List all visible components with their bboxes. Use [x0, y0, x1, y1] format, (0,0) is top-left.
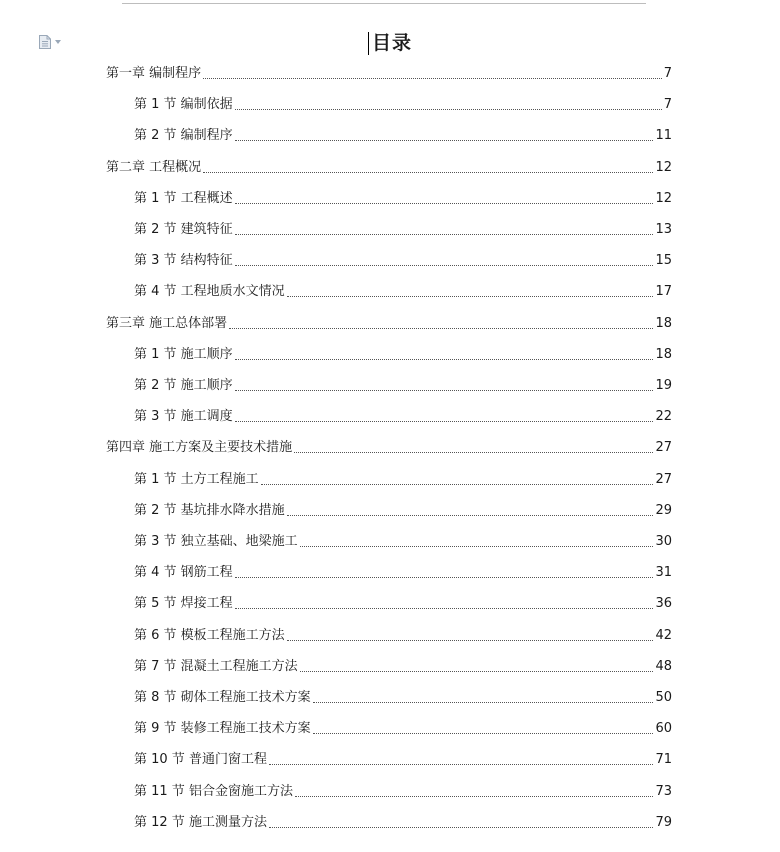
toc-entry-label: 第 2 节 编制程序 — [134, 128, 233, 144]
toc-section-entry[interactable] — [134, 562, 672, 582]
toc-dot-leader — [235, 108, 662, 110]
toc-page-number: 27 — [655, 471, 672, 487]
toc-section-entry[interactable] — [134, 687, 672, 707]
toc-page-number: 60 — [655, 721, 672, 737]
toc-entry-label: 第 3 节 结构特征 — [134, 253, 233, 269]
toc-page-number: 12 — [655, 190, 672, 206]
toc-dot-leader — [313, 701, 654, 703]
toc-dot-leader — [287, 295, 654, 297]
toc-entry-label: 第 4 节 工程地质水文情况 — [134, 284, 285, 300]
toc-dot-leader — [300, 545, 654, 547]
toc-page-number: 36 — [655, 596, 672, 612]
toc-page-number: 31 — [655, 565, 672, 581]
toc-page-number: 42 — [655, 627, 672, 643]
toc-page-number: 7 — [663, 66, 672, 81]
toc-dot-leader — [229, 327, 653, 329]
toc-dot-leader — [269, 763, 654, 765]
toc-entry-label: 第 10 节 普通门窗工程 — [134, 752, 267, 768]
toc-entry-label: 第 8 节 砌体工程施工技术方案 — [134, 690, 311, 705]
toc-entry-label: 第 6 节 模板工程施工方法 — [134, 627, 285, 643]
toc-dot-leader — [203, 171, 653, 173]
toc-entry-label: 第 1 节 编制依据 — [134, 97, 233, 113]
toc-page-number: 27 — [655, 440, 672, 456]
toc-chapter-entry[interactable] — [106, 437, 672, 457]
toc-entry-label: 第 9 节 装修工程施工技术方案 — [134, 721, 311, 737]
toc-dot-leader — [269, 826, 654, 828]
toc-section-entry[interactable] — [134, 188, 672, 208]
toc-page-number: 7 — [663, 97, 672, 113]
toc-page-number: 12 — [655, 159, 672, 175]
toc-entry-label: 第 3 节 施工调度 — [134, 409, 233, 425]
toc-dot-leader — [235, 420, 654, 422]
toc-entry-label: 第 1 节 施工顺序 — [134, 346, 233, 362]
toc-page-number: 73 — [655, 783, 672, 799]
toc-dot-leader — [235, 576, 654, 578]
toc-dot-leader — [235, 202, 654, 204]
toc-page-number: 18 — [655, 346, 672, 362]
toc-chapter-entry[interactable] — [106, 157, 672, 177]
toc-section-entry[interactable] — [134, 250, 672, 270]
toc-dot-leader — [203, 77, 662, 79]
toc-page-number: 19 — [655, 378, 672, 393]
toc-entry-label: 第 2 节 建筑特征 — [134, 222, 233, 237]
toc-dot-leader — [235, 607, 654, 609]
toc-section-entry[interactable] — [134, 125, 672, 145]
toc-chapter-entry[interactable] — [106, 313, 672, 333]
toc-section-entry[interactable] — [134, 406, 672, 426]
toc-dot-leader — [295, 795, 654, 797]
toc-section-entry[interactable] — [134, 625, 672, 645]
toc-page-number: 71 — [655, 752, 672, 768]
toc-entry-label: 第 7 节 混凝土工程施工方法 — [134, 658, 298, 674]
toc-entry-label: 第 2 节 施工顺序 — [134, 378, 233, 393]
toc-entry-label: 第 1 节 工程概述 — [134, 190, 233, 206]
toc-page-number: 48 — [655, 658, 672, 674]
toc-entry-label: 第 5 节 焊接工程 — [134, 596, 233, 612]
page-title[interactable] — [368, 29, 412, 57]
toc-dot-leader — [313, 732, 654, 734]
toc-entry-label: 第一章 编制程序 — [106, 66, 202, 81]
toc-page-number: 22 — [655, 409, 672, 425]
toc-section-entry[interactable] — [134, 781, 672, 801]
toc-entry-label: 第 12 节 施工测量方法 — [134, 814, 267, 830]
toc-section-entry[interactable] — [134, 344, 672, 364]
toc-section-entry[interactable] — [134, 281, 672, 301]
toc-page-number: 17 — [655, 284, 672, 300]
toc-entry-label: 第 2 节 基坑排水降水措施 — [134, 502, 285, 518]
toc-dot-leader — [235, 264, 654, 266]
toc-page-number: 18 — [655, 315, 672, 331]
toc-section-entry[interactable] — [134, 749, 672, 769]
toc-page-number: 79 — [655, 814, 672, 830]
title-area — [0, 29, 780, 59]
toc-page-number: 50 — [655, 690, 672, 705]
toc-dot-leader — [294, 451, 653, 453]
toc-dot-leader — [287, 639, 654, 641]
toc-entry-label: 第三章 施工总体部署 — [106, 315, 228, 331]
toc-dot-leader — [300, 670, 654, 672]
toc-section-entry[interactable] — [134, 500, 672, 520]
toc-section-entry[interactable] — [134, 375, 672, 395]
toc-page-number: 11 — [655, 128, 672, 144]
toc-section-entry[interactable] — [134, 531, 672, 551]
page-top-edge — [122, 3, 646, 4]
toc-dot-leader — [235, 233, 654, 235]
page-title-text: 目录 — [371, 32, 412, 54]
toc-dot-leader — [235, 358, 654, 360]
toc-entry-label: 第 1 节 土方工程施工 — [134, 471, 259, 487]
toc-page-number: 13 — [655, 222, 672, 237]
toc-chapter-entry[interactable] — [106, 63, 672, 83]
toc-entry-label: 第二章 工程概况 — [106, 159, 202, 175]
toc-page-number: 30 — [655, 534, 672, 549]
toc-section-entry[interactable] — [134, 94, 672, 114]
toc-section-entry[interactable] — [134, 656, 672, 676]
toc-dot-leader — [235, 139, 654, 141]
toc-section-entry[interactable] — [134, 219, 672, 239]
toc-dot-leader — [261, 483, 654, 485]
toc-page-number: 15 — [655, 253, 672, 269]
toc-entry-label: 第 4 节 钢筋工程 — [134, 565, 233, 581]
toc-section-entry[interactable] — [134, 812, 672, 832]
toc-section-entry[interactable] — [134, 718, 672, 738]
toc-dot-leader — [235, 389, 654, 391]
toc-entry-label: 第四章 施工方案及主要技术措施 — [106, 440, 293, 456]
toc-entry-label: 第 11 节 铝合金窗施工方法 — [134, 783, 293, 799]
toc-section-entry[interactable] — [134, 593, 672, 613]
text-cursor — [368, 32, 369, 55]
toc-entry-label: 第 3 节 独立基础、地梁施工 — [134, 534, 298, 549]
toc-section-entry[interactable] — [134, 469, 672, 489]
toc-page-number: 29 — [655, 502, 672, 518]
toc-dot-leader — [287, 514, 654, 516]
